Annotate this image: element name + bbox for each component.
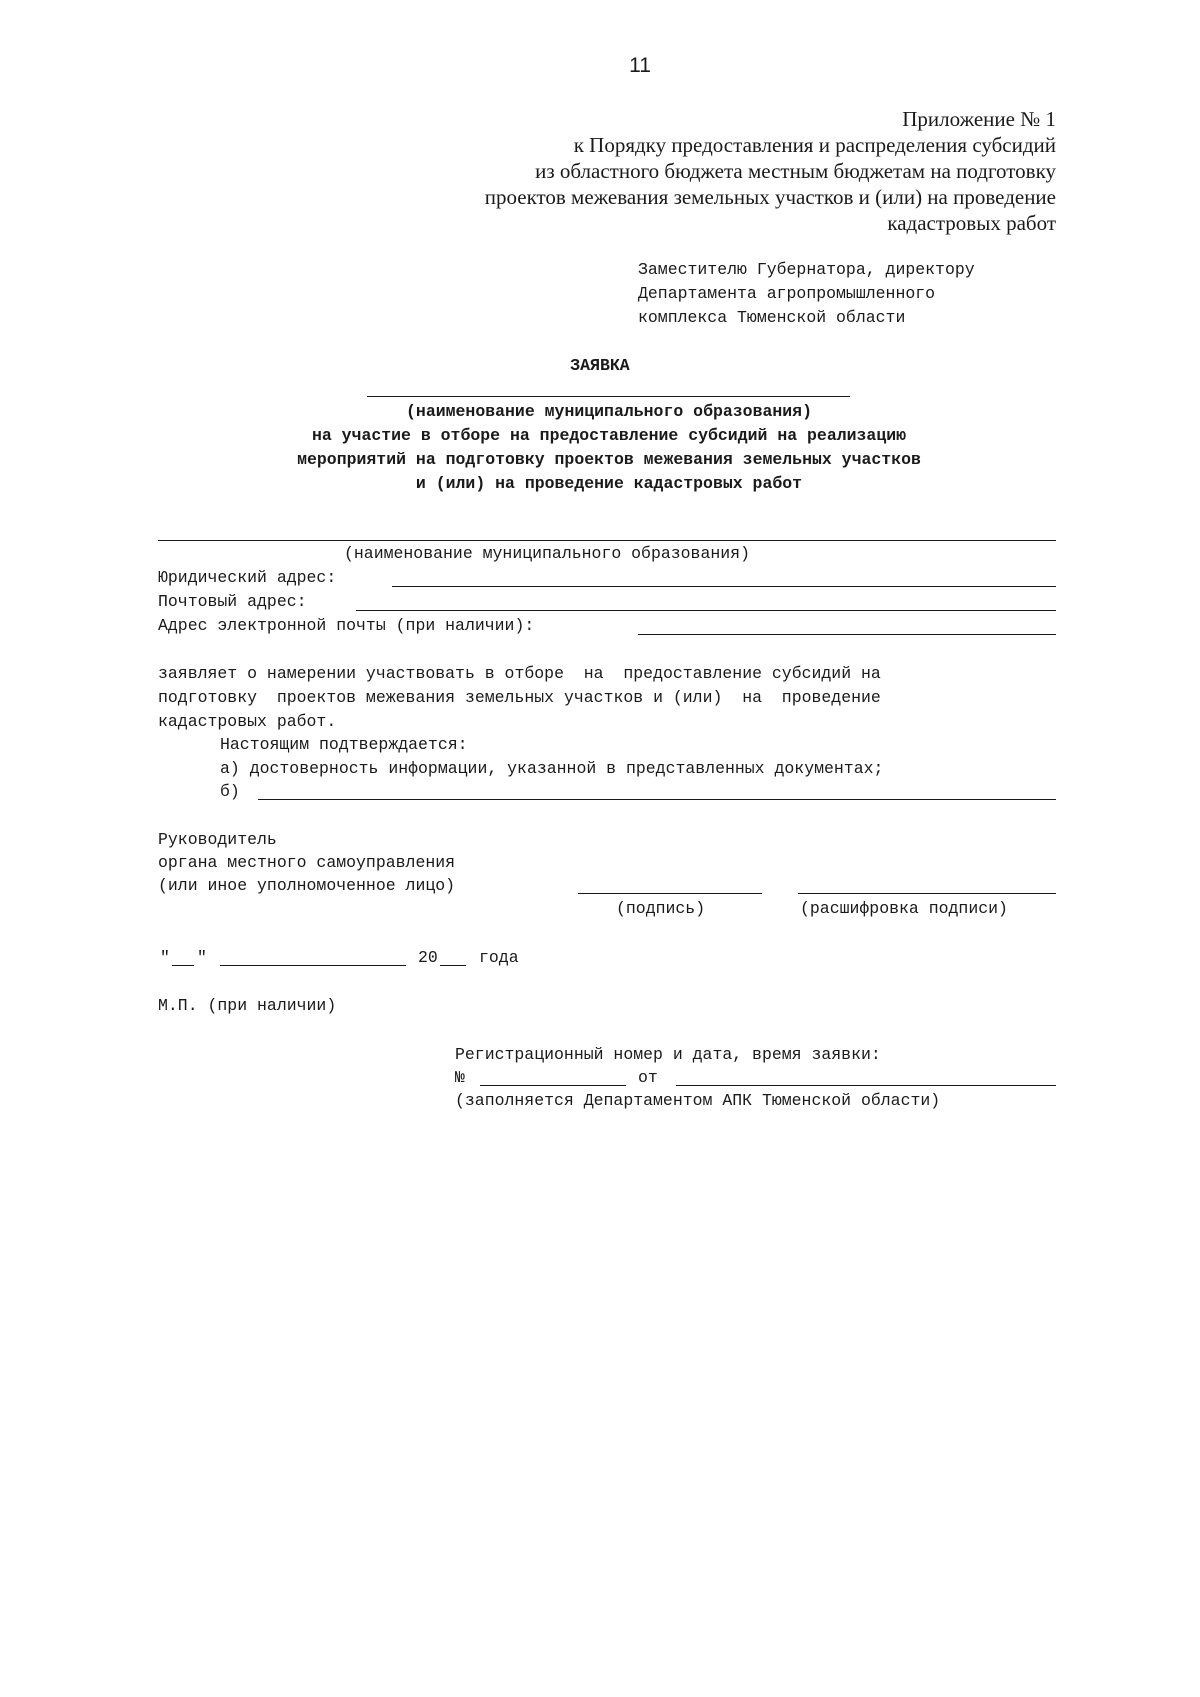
legal-address-field[interactable]	[392, 586, 1056, 587]
confirm-heading: Настоящим подтверждается:	[220, 735, 468, 754]
document-heading: ЗАЯВКА	[570, 356, 630, 375]
signature-decoding-field[interactable]	[798, 893, 1056, 894]
title-caption: (наименование муниципального образования)	[406, 402, 812, 421]
date-year-field[interactable]	[440, 965, 466, 966]
email-label: Адрес электронной почты (при наличии):	[158, 616, 535, 635]
date-year-prefix: 20	[418, 948, 438, 967]
signatory-line: Руководитель	[158, 830, 277, 849]
date-quote-close: "	[197, 948, 207, 967]
registration-from-label: от	[638, 1068, 658, 1087]
signatory-line: органа местного самоуправления	[158, 853, 456, 872]
postal-address-label: Почтовый адрес:	[158, 592, 307, 611]
body-line: заявляет о намерении участвовать в отборе на предоставление субсидий на	[158, 664, 881, 683]
registration-heading: Регистрационный номер и дата, время заявки:	[455, 1045, 881, 1064]
stamp-note: М.П. (при наличии)	[158, 996, 337, 1015]
legal-address-label: Юридический адрес:	[158, 568, 337, 587]
date-month-field[interactable]	[220, 965, 406, 966]
body-line: кадастровых работ.	[158, 712, 337, 731]
confirm-item-b-field[interactable]	[258, 799, 1056, 800]
title-line: мероприятий на подготовку проектов межевания земельных участков	[297, 450, 921, 469]
signature-caption: (подпись)	[616, 899, 706, 918]
registration-number-field[interactable]	[480, 1085, 626, 1086]
registration-note: (заполняется Департаментом АПК Тюменской области)	[455, 1091, 941, 1110]
email-field[interactable]	[638, 634, 1056, 635]
date-quote-open: "	[160, 948, 170, 967]
addressee-line: комплекса Тюменской области	[638, 308, 906, 327]
confirm-item-a: а) достоверность информации, указанной в представленных документах;	[220, 759, 884, 778]
signature-decoding-caption: (расшифровка подписи)	[800, 899, 1008, 918]
appendix-line: проектов межевания земельных участков и (или) на проведение	[484, 185, 1056, 209]
appendix-line: кадастровых работ	[887, 211, 1056, 235]
title-line: на участие в отборе на предоставление субсидий на реализацию	[311, 426, 907, 445]
municipality-field-caption: (наименование муниципального образования)	[344, 544, 750, 563]
registration-date-field[interactable]	[676, 1085, 1056, 1086]
date-day-field[interactable]	[172, 965, 194, 966]
municipality-field-line[interactable]	[158, 540, 1056, 541]
signatory-line: (или иное уполномоченное лицо)	[158, 876, 456, 895]
body-line: подготовку проектов межевания земельных участков и (или) на проведение	[158, 688, 881, 707]
postal-address-field[interactable]	[356, 610, 1056, 611]
confirm-item-b-label: б)	[220, 782, 240, 801]
appendix-line: к Порядку предоставления и распределения субсидий	[573, 133, 1056, 157]
date-year-suffix: года	[479, 948, 519, 967]
municipality-name-line	[367, 396, 850, 397]
appendix-title: Приложение № 1	[902, 107, 1056, 131]
registration-number-sign: №	[455, 1068, 465, 1087]
addressee-line: Департамента агропромышленного	[638, 284, 936, 303]
page-number: 11	[629, 54, 651, 77]
appendix-line: из областного бюджета местным бюджетам на подготовку	[535, 159, 1056, 183]
addressee-line: Заместителю Губернатора, директору	[638, 260, 975, 279]
title-line: и (или) на проведение кадастровых работ	[415, 474, 803, 493]
signature-field[interactable]	[578, 893, 762, 894]
